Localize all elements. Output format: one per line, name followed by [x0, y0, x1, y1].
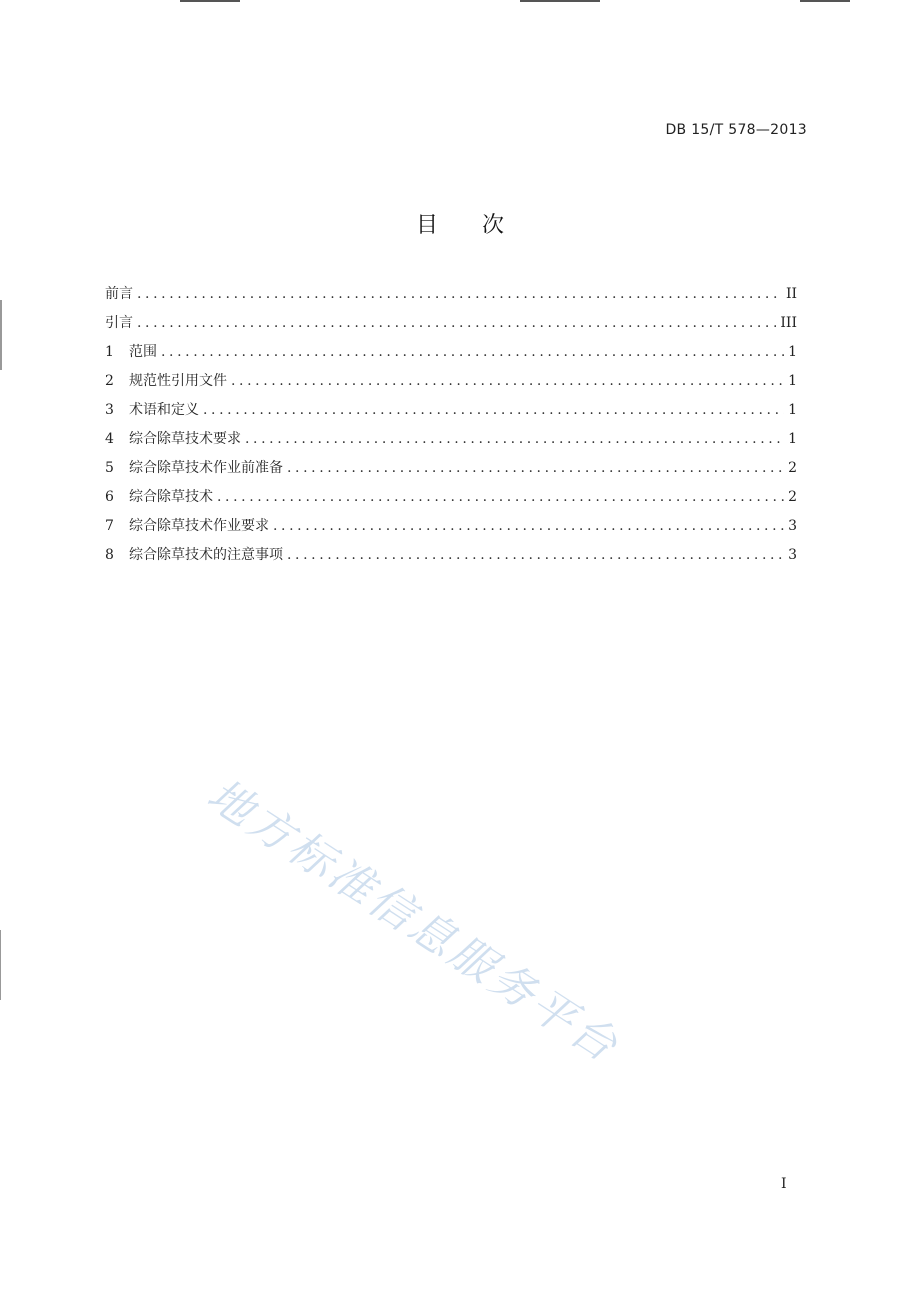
toc-entry[interactable] — [105, 370, 797, 399]
toc-leader-dots — [137, 286, 782, 302]
toc-entry[interactable] — [105, 283, 797, 312]
toc-entry-label: 规范性引用文件 — [129, 373, 227, 389]
toc-entry-page: 1 — [788, 344, 797, 360]
toc-entry-number: 5 — [105, 460, 114, 476]
toc-entry-number: 7 — [105, 518, 114, 534]
toc-entry[interactable] — [105, 486, 797, 515]
toc-entry-label: 引言 — [105, 315, 133, 331]
toc-leader-dots — [287, 547, 784, 563]
toc-entry[interactable] — [105, 312, 797, 341]
toc-entry[interactable] — [105, 544, 797, 573]
toc-entry-label: 综合除草技术作业要求 — [129, 518, 269, 534]
toc-entry-page: 2 — [788, 489, 797, 505]
toc-entry-page: III — [780, 315, 797, 331]
watermark: 地方标准信息服务平台 — [198, 769, 629, 1074]
toc-entry-label: 范围 — [129, 344, 157, 360]
scan-artifact — [800, 0, 850, 2]
toc-entry-number: 3 — [105, 402, 114, 418]
toc-entry-label: 前言 — [105, 286, 133, 302]
toc-title: 目次 — [415, 213, 548, 238]
toc-entry-page: 2 — [788, 460, 797, 476]
toc-entry-number: 8 — [105, 547, 114, 563]
toc-leader-dots — [245, 431, 784, 447]
toc-entry-page: 1 — [788, 402, 797, 418]
toc-entry[interactable] — [105, 457, 797, 486]
toc-entry[interactable] — [105, 341, 797, 370]
toc-entry-page: 3 — [788, 547, 797, 563]
toc-entry[interactable] — [105, 428, 797, 457]
toc-leader-dots — [161, 344, 784, 360]
scan-edge-mark — [0, 300, 2, 370]
toc-leader-dots — [287, 460, 784, 476]
toc-entry-label: 综合除草技术的注意事项 — [129, 547, 283, 563]
toc-leader-dots — [137, 315, 776, 331]
toc-entry-label: 综合除草技术作业前准备 — [129, 460, 283, 476]
toc-entry-number: 6 — [105, 489, 114, 505]
toc-entry-label: 综合除草技术要求 — [129, 431, 241, 447]
toc-leader-dots — [273, 518, 784, 534]
toc-entry-number: 2 — [105, 373, 114, 389]
toc-entry-page: 1 — [788, 373, 797, 389]
toc-entry[interactable] — [105, 399, 797, 428]
toc-entry-page: II — [785, 286, 797, 302]
toc-leader-dots — [231, 373, 784, 389]
document-code: DB 15/T 578—2013 — [665, 122, 807, 138]
toc-entry[interactable] — [105, 515, 797, 544]
scan-edge-mark — [0, 930, 1, 1000]
toc-entry-number: 4 — [105, 431, 114, 447]
toc-entry-label: 综合除草技术 — [129, 489, 213, 505]
toc-entry-page: 1 — [788, 431, 797, 447]
scan-artifact — [520, 0, 600, 2]
page-number: I — [781, 1176, 787, 1192]
toc-entry-label: 术语和定义 — [129, 402, 199, 418]
toc-leader-dots — [203, 402, 784, 418]
table-of-contents — [105, 283, 797, 573]
toc-entry-page: 3 — [788, 518, 797, 534]
scan-artifact — [180, 0, 240, 2]
toc-leader-dots — [217, 489, 784, 505]
toc-entry-number: 1 — [105, 344, 114, 360]
